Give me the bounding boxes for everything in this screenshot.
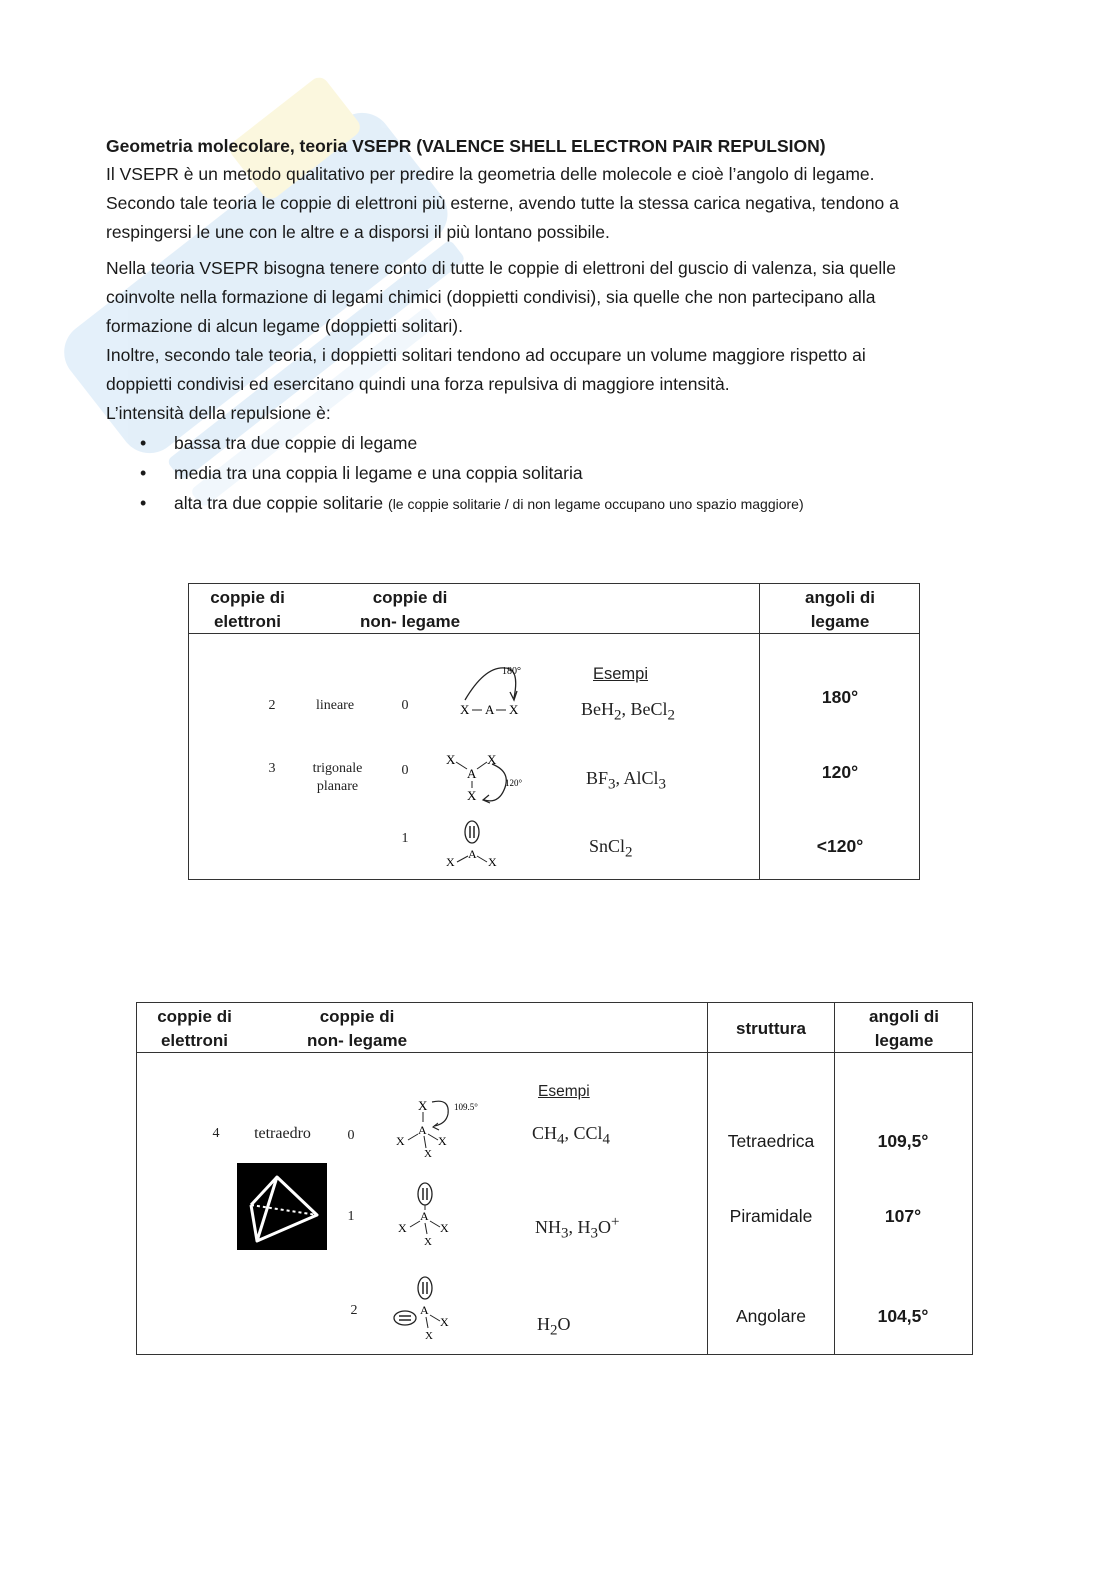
structure-label: Tetraedrica (727, 1131, 815, 1151)
ligand-atom: X (396, 1134, 405, 1148)
pairs-count: 3 (268, 761, 276, 776)
header-angles: angoli di legame (805, 588, 875, 631)
repulsion-list (140, 428, 804, 518)
ligand-atom: X (460, 702, 470, 717)
angle-label: 120° (505, 778, 523, 788)
list-item (140, 488, 804, 518)
header-nonbond: coppie di non- legame (306, 1007, 408, 1050)
ligand-atom: X (467, 788, 477, 803)
ligand-atom: X (438, 1134, 447, 1148)
header-nonbond: coppie di non- legame (359, 588, 461, 631)
example-formula (537, 1314, 571, 1340)
examples-label: Esempi (593, 665, 649, 683)
bent-diagram (388, 1274, 460, 1344)
list-item-text: bassa tra due coppie di legame (174, 433, 418, 453)
ligand-atom: X (425, 1330, 433, 1342)
formula-text: $BF_3$, AlCl$_3$ (586, 768, 667, 793)
list-item-text: media tra una coppia li legame e una coppia solitaria (174, 463, 583, 483)
text-line: L’intensità della repulsione è: (106, 403, 331, 423)
pyramidal-diagram (390, 1180, 460, 1250)
ligand-atom: X (398, 1221, 407, 1235)
list-item-note: (le coppie solitarie / di non legame occupano uno spazio maggiore) (388, 496, 804, 512)
text-line: Il VSEPR è un metodo qualitativo per predire la geometria delle molecole e cioè l’angolo di legame. (106, 164, 875, 184)
linear-geometry-diagram (450, 660, 540, 722)
bond-angle: 104,5° (877, 1306, 929, 1326)
ligand-atom: X (446, 752, 456, 767)
table-divider (759, 583, 760, 880)
formula-text: $NH_3$, $H_3O^+$ (535, 1214, 620, 1242)
text-line: Secondo tale teoria le coppie di elettroni più esterne, avendo tutte la stessa carica negativa, tendono a (106, 193, 899, 213)
lone-pairs-count: 0 (347, 1128, 355, 1143)
header-pairs: coppie di elettroni (210, 588, 285, 631)
examples-label: Esempi (538, 1083, 590, 1100)
pairs-count: 2 (268, 698, 276, 713)
ligand-atom: X (509, 702, 519, 717)
example-formula (589, 836, 633, 862)
ligand-atom: X (424, 1148, 432, 1160)
lone-pairs-count: 0 (401, 763, 409, 778)
example-formula (586, 768, 666, 794)
lone-pairs-count: 1 (347, 1209, 355, 1224)
list-item (140, 458, 804, 488)
text-line: respingersi le une con le altre e a disporsi il più lontano possibile. (106, 222, 610, 242)
example-formula (532, 1123, 610, 1149)
bond-angle: <120° (816, 836, 864, 856)
central-atom: A (420, 1209, 429, 1223)
bond-angle: 120° (821, 762, 859, 782)
trigonal-geometry-diagram (440, 750, 540, 808)
text-line: Nella teoria VSEPR bisogna tenere conto di tutte le coppie di elettroni del guscio di valenza, sia quelle (106, 258, 896, 278)
formula-text: $CH_4$, CCl$_4$ (532, 1123, 611, 1148)
geometry-label: trigonale planare (312, 761, 363, 794)
ligand-atom: X (487, 752, 497, 767)
formula-text: SnCl$_2$ (589, 836, 633, 861)
bond-angle: 180° (821, 687, 859, 707)
bond-angle: 109,5° (877, 1131, 929, 1151)
central-atom: A (467, 766, 477, 781)
table-divider (707, 1002, 708, 1355)
page-title: Geometria molecolare, teoria VSEPR (VALENCE SHELL ELECTRON PAIR REPULSION) (106, 136, 826, 156)
lone-pairs-count: 0 (401, 698, 409, 713)
central-atom: A (468, 847, 477, 861)
central-atom: A (420, 1303, 429, 1317)
list-item-text: alta tra due coppie solitarie (174, 493, 384, 513)
ligand-atom: X (488, 855, 497, 869)
table-divider (834, 1002, 835, 1355)
pairs-count: 4 (212, 1126, 220, 1141)
angle-label: 180° (502, 666, 521, 677)
list-item (140, 428, 804, 458)
text-line: Inoltre, secondo tale teoria, i doppietti solitari tendono ad occupare un volume maggiore rispetto ai (106, 345, 866, 365)
ligand-atom: X (440, 1315, 449, 1329)
ligand-atom: X (446, 855, 455, 869)
example-formula (535, 1214, 619, 1243)
text-line: doppietti condivisi ed esercitano quindi una forza repulsiva di maggiore intensità. (106, 374, 730, 394)
central-atom: A (418, 1123, 427, 1137)
lone-pairs-count: 2 (350, 1303, 358, 1318)
geometry-label: tetraedro (254, 1125, 311, 1142)
intro-paragraph-2 (106, 254, 1006, 428)
header-structure: struttura (736, 1019, 806, 1038)
header-angles: angoli di legame (869, 1007, 939, 1050)
intro-paragraph-1 (106, 160, 1006, 247)
ligand-atom: X (440, 1221, 449, 1235)
bent-trigonal-diagram (440, 818, 510, 872)
ligand-atom: X (418, 1098, 428, 1113)
ligand-atom: X (424, 1236, 432, 1248)
structure-label: Angolare (735, 1306, 807, 1326)
example-formula (581, 699, 675, 725)
tetrahedron-image (237, 1163, 327, 1250)
angle-label: 109.5° (454, 1102, 478, 1112)
bond-angle: 107° (884, 1206, 922, 1226)
text-line: coinvolte nella formazione di legami chimici (doppietti condivisi), sia quelle che non partecipano alla (106, 287, 876, 307)
structure-label: Piramidale (729, 1206, 813, 1226)
central-atom: A (485, 702, 495, 717)
header-pairs: coppie di elettroni (157, 1007, 232, 1050)
text-line: formazione di alcun legame (doppietti solitari). (106, 316, 463, 336)
formula-text: $H_2O$ (537, 1314, 571, 1339)
formula-text: BeH$_2$, BeCl$_2$ (581, 699, 676, 724)
geometry-label: lineare (315, 698, 355, 713)
lone-pairs-count: 1 (401, 831, 409, 846)
tetrahedral-diagram (390, 1090, 500, 1162)
